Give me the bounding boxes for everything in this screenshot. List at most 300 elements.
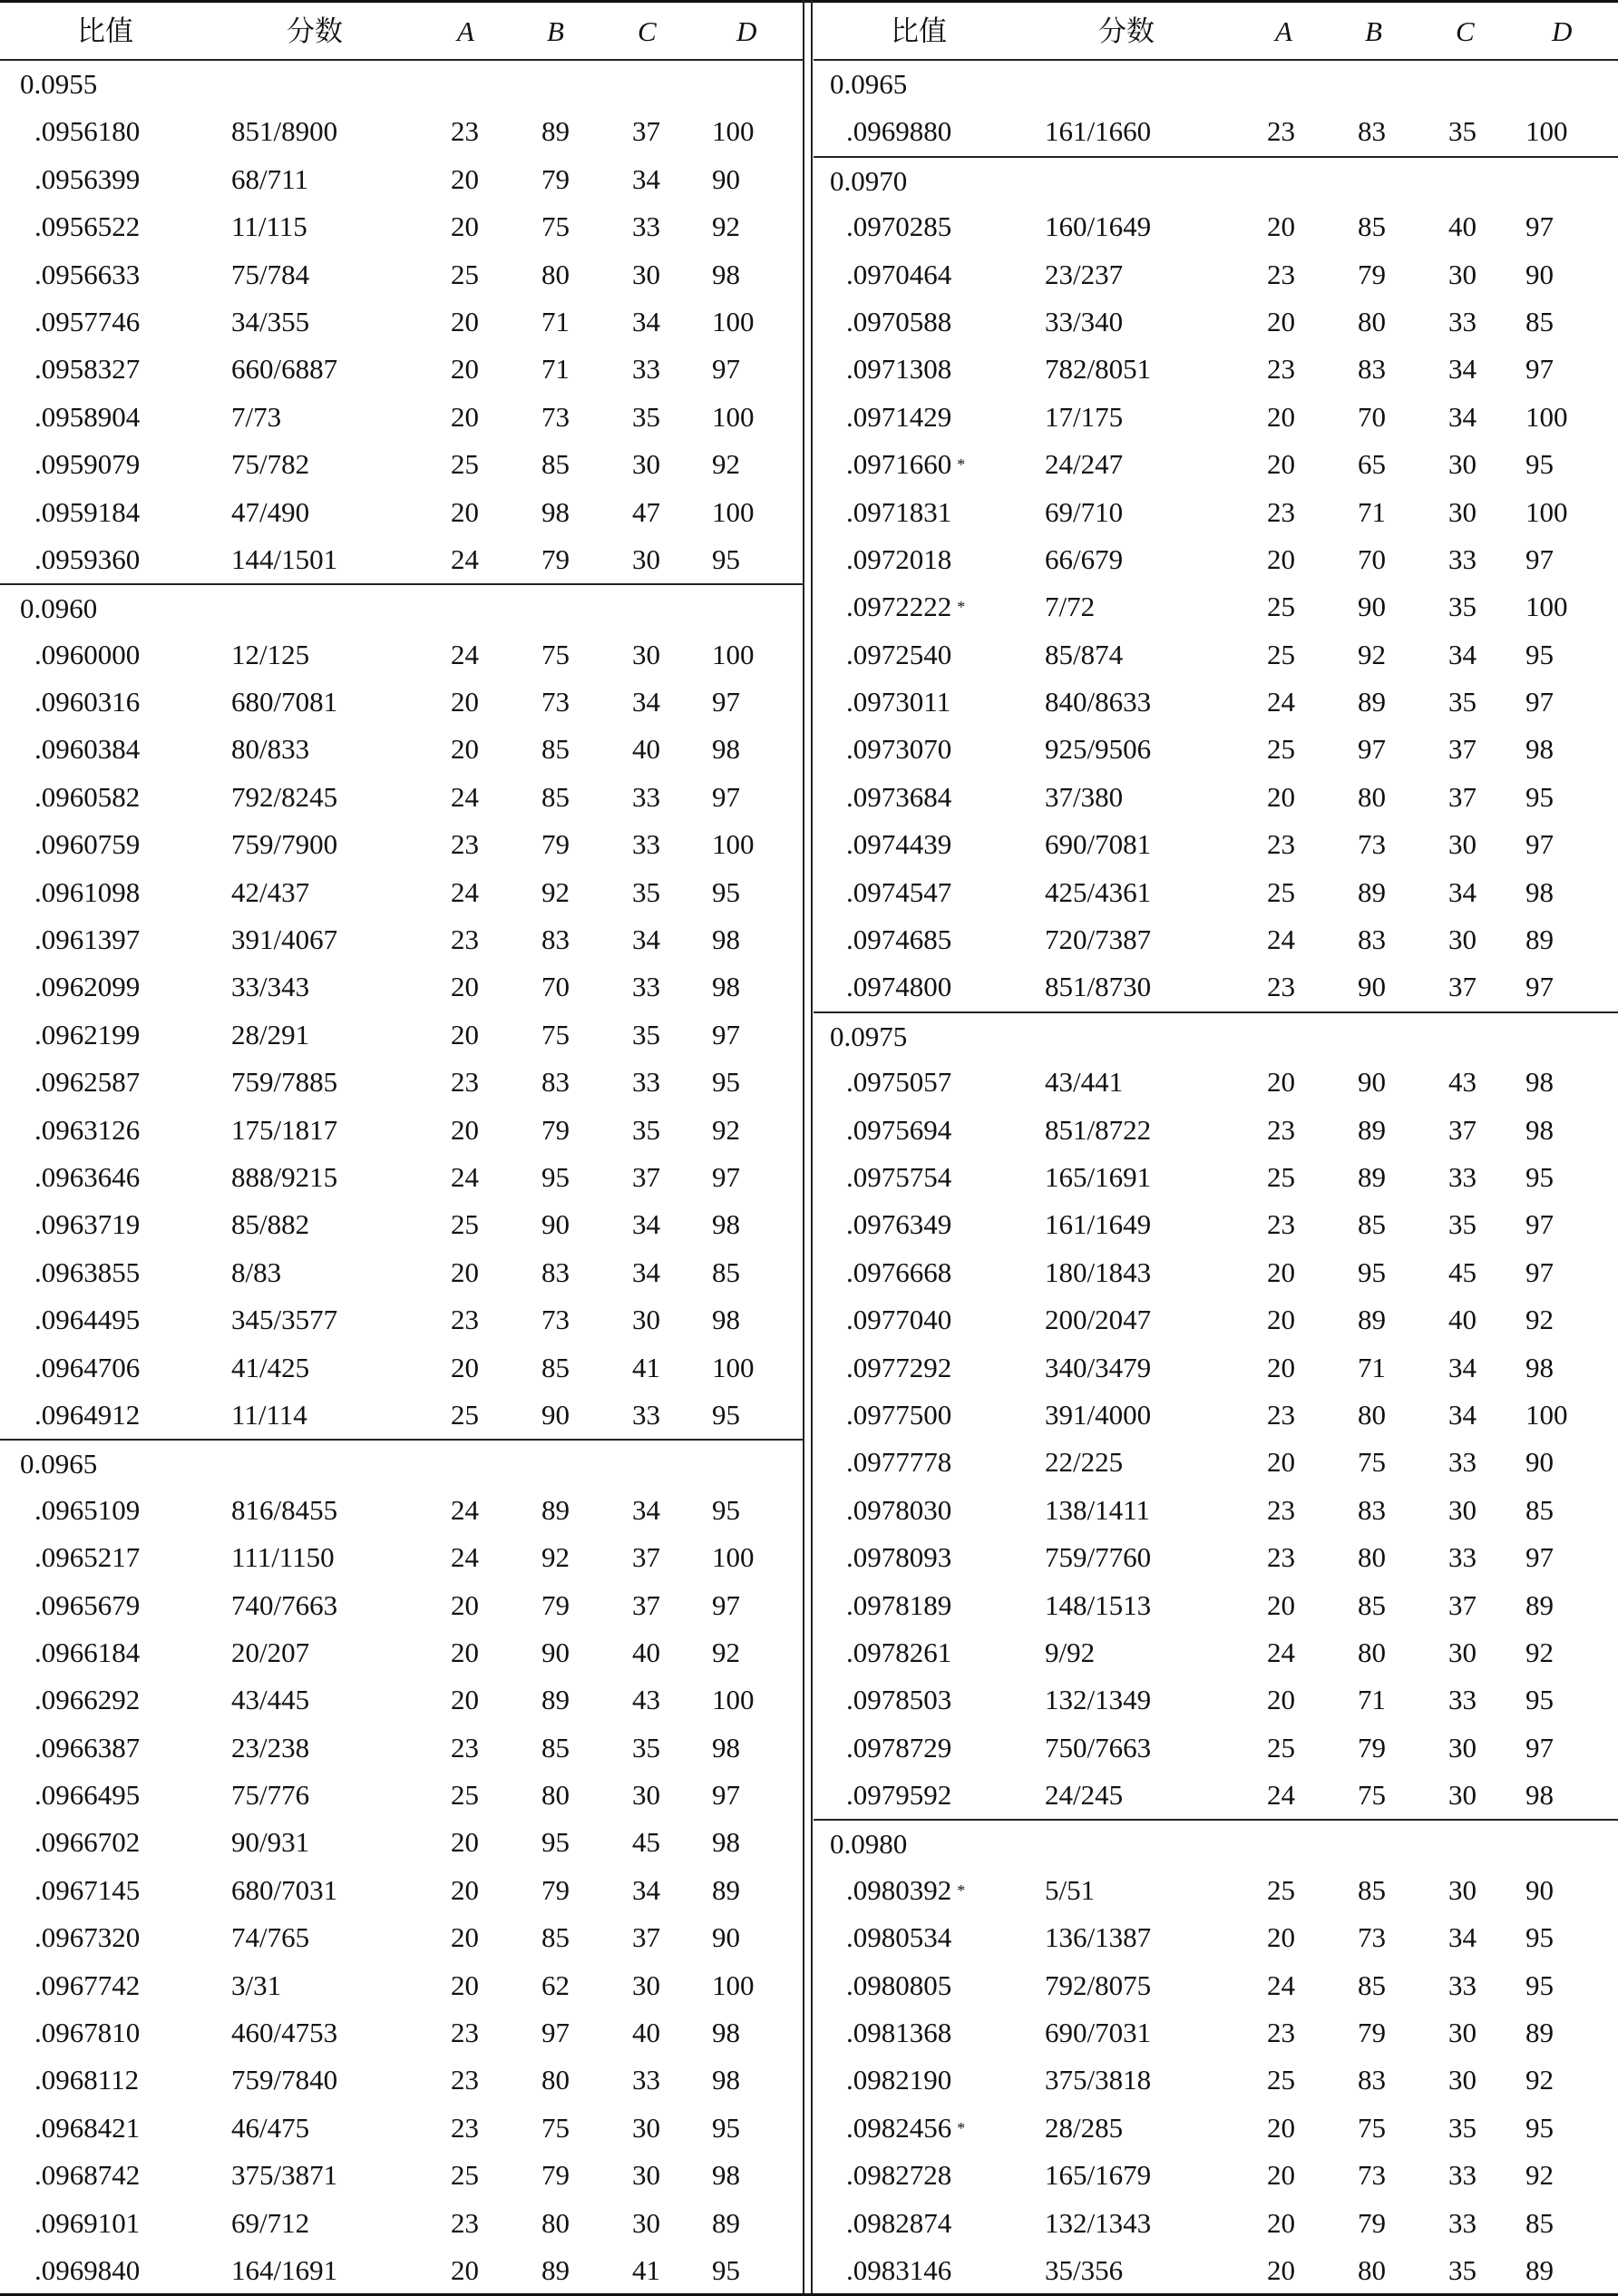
fraction-cell	[231, 631, 309, 679]
ratio-cell	[34, 203, 140, 250]
b-cell	[1358, 774, 1386, 821]
b-cell-text: 90	[1358, 971, 1386, 1003]
d-cell-text: 100	[1525, 1398, 1568, 1431]
ratio-cell-text: .0976668	[846, 1255, 952, 1288]
d-cell-text: 98	[1525, 1351, 1554, 1383]
c-cell-text: 40	[1448, 1304, 1477, 1336]
d-cell	[1525, 346, 1554, 393]
group-label: 0.0955	[20, 68, 98, 100]
ratio-cell	[34, 394, 140, 441]
b-cell	[1358, 298, 1386, 346]
a-cell	[1267, 1392, 1295, 1439]
b-cell	[541, 1154, 570, 1201]
fraction-cell-text: 759/7900	[231, 828, 338, 861]
ratio-cell-text: .0977778	[846, 1446, 952, 1479]
b-cell	[541, 2009, 570, 2057]
a-cell-text: 20	[451, 1588, 479, 1621]
b-cell-text: 79	[541, 162, 570, 195]
b-cell	[1358, 1439, 1386, 1486]
table-row	[814, 1772, 1618, 1819]
ratio-cell-text: .0975754	[846, 1160, 952, 1193]
ratio-cell-text: .0977040	[846, 1304, 952, 1336]
b-cell-text: 73	[1358, 828, 1386, 861]
a-cell-text: 23	[451, 2064, 479, 2096]
c-cell	[1448, 536, 1477, 583]
table-row	[0, 1059, 804, 1106]
ratio-cell	[846, 2105, 966, 2152]
d-cell	[712, 2200, 740, 2247]
b-cell-text: 89	[1358, 1113, 1386, 1146]
table-row	[814, 1487, 1618, 1534]
b-cell-text: 73	[1358, 1921, 1386, 1954]
d-cell-text: 98	[1525, 1066, 1554, 1099]
a-cell-text: 20	[451, 1255, 479, 1288]
ratio-cell-text: .0960582	[34, 780, 141, 813]
ratio-cell	[846, 1582, 951, 1629]
c-cell-text: 45	[632, 1826, 660, 1859]
b-cell-text: 73	[541, 400, 570, 433]
d-cell-text: 97	[1525, 353, 1554, 386]
c-cell-text: 40	[1448, 210, 1477, 243]
table-row	[0, 441, 804, 488]
fraction-cell-text: 425/4361	[1045, 875, 1152, 908]
d-cell-text: 98	[1525, 875, 1554, 908]
a-cell-text: 20	[1267, 448, 1295, 481]
b-cell-text: 79	[1358, 1731, 1386, 1764]
d-cell	[712, 1629, 740, 1676]
table-body	[814, 61, 1618, 2294]
ratio-cell-text: .0968421	[34, 2111, 141, 2144]
fraction-cell	[1045, 726, 1151, 773]
b-cell-text: 83	[541, 1255, 570, 1288]
b-cell-text: 89	[541, 2253, 570, 2286]
table-header	[814, 3, 1618, 61]
c-cell	[632, 346, 660, 393]
ratio-cell-text: .0971831	[846, 495, 952, 528]
b-cell-text: 85	[1358, 1873, 1386, 1906]
b-cell	[541, 821, 570, 868]
b-cell-text: 89	[1358, 1304, 1386, 1336]
c-cell	[1448, 2105, 1477, 2152]
ratio-cell	[846, 346, 951, 393]
ratio-cell-text: .0980392	[846, 1873, 952, 1906]
a-cell	[451, 916, 479, 963]
b-cell-text: 70	[1358, 542, 1386, 575]
d-cell	[1525, 583, 1568, 630]
ratio-cell	[846, 1439, 951, 1486]
a-cell-text: 24	[451, 1493, 479, 1526]
fraction-cell	[1045, 2152, 1151, 2199]
b-cell-text: 95	[1358, 1255, 1386, 1288]
c-cell-text: 30	[632, 542, 660, 575]
b-cell	[1358, 726, 1386, 773]
table-row	[814, 346, 1618, 393]
fraction-cell	[231, 156, 308, 203]
c-cell	[632, 2009, 660, 2057]
fraction-cell	[231, 203, 307, 250]
ratio-cell	[34, 441, 140, 488]
d-cell-text: 98	[712, 923, 740, 956]
ratio-cell-text: .0974439	[846, 828, 952, 861]
d-cell	[1525, 1867, 1554, 1914]
c-cell	[1448, 1296, 1477, 1343]
b-cell-text: 80	[541, 1779, 570, 1812]
table-row	[814, 2105, 1618, 2152]
c-cell	[632, 679, 660, 726]
b-cell-text: 83	[541, 923, 570, 956]
c-cell-text: 30	[1448, 495, 1477, 528]
b-cell-text: 90	[541, 1398, 570, 1431]
a-cell	[451, 2009, 479, 2057]
ratio-cell	[846, 963, 951, 1011]
d-cell	[712, 1819, 740, 1866]
b-cell-text: 89	[1358, 1160, 1386, 1193]
ratio-cell	[846, 203, 951, 250]
ratio-cell	[846, 1487, 951, 1534]
d-cell	[1525, 1439, 1554, 1486]
d-cell	[1525, 1487, 1554, 1534]
footnote-mark: *	[957, 2118, 966, 2137]
fraction-cell-text: 180/1843	[1045, 1255, 1152, 1288]
c-cell-text: 34	[632, 162, 660, 195]
a-cell-text: 23	[1267, 2017, 1295, 2049]
d-cell-text: 98	[712, 1826, 740, 1859]
ratio-cell	[846, 679, 950, 726]
ratio-cell-text: .0956633	[34, 258, 141, 290]
fraction-cell	[1045, 2200, 1151, 2247]
c-cell	[1448, 2152, 1477, 2199]
a-cell-text: 23	[451, 115, 479, 148]
a-cell-text: 20	[1267, 1921, 1295, 1954]
ratio-cell-text: .0962199	[34, 1018, 141, 1050]
ratio-cell-text: .0962587	[34, 1066, 141, 1099]
c-cell-text: 33	[632, 1066, 660, 1099]
b-cell	[1358, 963, 1386, 1011]
table-row	[814, 1249, 1618, 1296]
d-cell-text: 98	[712, 2064, 740, 2096]
b-cell	[541, 1914, 570, 1961]
ratio-cell-text: .0982728	[846, 2159, 952, 2192]
fraction-cell	[231, 108, 337, 155]
a-cell	[1267, 2200, 1295, 2247]
fraction-cell-text: 111/1150	[231, 1541, 335, 1574]
fraction-cell-text: 23/238	[231, 1731, 310, 1764]
ratio-cell	[846, 631, 951, 679]
fraction-cell-text: 759/7840	[231, 2064, 338, 2096]
fraction-cell-text: 42/437	[231, 875, 310, 908]
a-cell	[451, 1819, 479, 1866]
d-cell-text: 98	[712, 971, 740, 1003]
a-cell-text: 25	[1267, 591, 1295, 623]
c-cell-text: 34	[632, 1873, 660, 1906]
b-cell	[1358, 1059, 1386, 1106]
c-cell	[1448, 2247, 1477, 2294]
c-cell	[1448, 251, 1477, 298]
b-cell	[541, 2200, 570, 2247]
ratio-cell-text: .0959360	[34, 542, 141, 575]
fraction-cell-text: 840/8633	[1045, 686, 1152, 718]
b-cell-text: 75	[541, 2111, 570, 2144]
a-cell-text: 20	[1267, 1588, 1295, 1621]
b-cell-text: 85	[541, 448, 570, 481]
b-cell-text: 75	[1358, 1779, 1386, 1812]
c-cell-text: 34	[632, 923, 660, 956]
b-cell-text: 90	[541, 1636, 570, 1668]
table-row	[814, 1962, 1618, 2009]
fraction-cell-text: 11/114	[231, 1398, 307, 1431]
d-cell-text: 95	[712, 1398, 740, 1431]
d-cell-text: 97	[1525, 1541, 1554, 1574]
d-cell	[1525, 1914, 1554, 1961]
d-cell-text: 92	[1525, 2064, 1554, 2096]
d-cell-text: 100	[712, 305, 755, 337]
c-cell-text: 40	[632, 733, 660, 766]
a-cell	[451, 346, 479, 393]
ratio-cell-text: .0973684	[846, 780, 952, 813]
ratio-cell-text: .0972222	[846, 591, 952, 623]
b-cell	[1358, 1582, 1386, 1629]
a-cell-text: 20	[1267, 1351, 1295, 1383]
c-cell-text: 33	[1448, 1160, 1477, 1193]
fraction-cell-text: 37/380	[1045, 780, 1124, 813]
b-cell	[1358, 821, 1386, 868]
a-cell	[1267, 298, 1295, 346]
b-cell-text: 79	[541, 1113, 570, 1146]
table-row	[0, 1914, 804, 1961]
ratio-cell-text: .0974547	[846, 875, 952, 908]
a-cell-text: 25	[451, 1208, 479, 1241]
b-cell	[1358, 1344, 1386, 1392]
fraction-cell	[1045, 679, 1151, 726]
table-row	[0, 489, 804, 536]
table-row	[814, 536, 1618, 583]
fraction-cell-text: 12/125	[231, 638, 310, 670]
a-cell-text: 20	[1267, 305, 1295, 337]
fraction-cell-text: 720/7387	[1045, 923, 1152, 956]
d-cell	[712, 1534, 755, 1581]
d-cell-text: 100	[1525, 591, 1568, 623]
table-body	[0, 61, 804, 2294]
b-cell-text: 90	[1358, 591, 1386, 623]
a-cell	[451, 2152, 479, 2199]
fraction-cell	[1045, 631, 1123, 679]
b-cell-text: 80	[1358, 780, 1386, 813]
d-cell-text: 100	[712, 1351, 755, 1383]
a-cell	[1267, 108, 1295, 155]
c-cell	[1448, 1724, 1477, 1772]
fraction-cell	[231, 963, 309, 1011]
c-cell-text: 35	[1448, 1208, 1477, 1241]
fraction-cell	[231, 1249, 281, 1296]
a-cell-text: 23	[1267, 258, 1295, 290]
b-cell-text: 80	[541, 258, 570, 290]
a-cell	[1267, 1439, 1295, 1486]
d-cell	[712, 774, 740, 821]
table-row	[814, 298, 1618, 346]
fraction-cell	[231, 1296, 337, 1343]
c-cell	[632, 726, 660, 773]
group-label-row	[814, 156, 1618, 203]
a-cell	[451, 1867, 479, 1914]
c-cell	[1448, 631, 1477, 679]
a-cell-text: 25	[451, 1779, 479, 1812]
c-cell-text: 34	[1448, 353, 1477, 386]
c-cell-text: 34	[1448, 1351, 1477, 1383]
ratio-cell	[34, 631, 140, 679]
a-cell	[1267, 536, 1295, 583]
c-cell-text: 34	[632, 686, 660, 718]
b-cell-text: 62	[541, 1969, 570, 2001]
c-cell	[632, 1819, 660, 1866]
ratio-cell	[34, 1249, 140, 1296]
table-row	[814, 1154, 1618, 1201]
fraction-cell-text: 20/207	[231, 1636, 310, 1668]
c-cell	[632, 2105, 660, 2152]
fraction-cell-text: 680/7031	[231, 1873, 338, 1906]
a-cell-text: 23	[1267, 495, 1295, 528]
a-cell	[1267, 821, 1295, 868]
right-panel	[814, 3, 1618, 2294]
ratio-cell-text: .0966702	[34, 1826, 141, 1859]
ratio-cell	[846, 583, 966, 630]
table-row	[0, 1867, 804, 1914]
a-cell	[1267, 1914, 1295, 1961]
d-cell	[712, 251, 740, 298]
c-cell-text: 30	[1448, 1636, 1477, 1668]
c-cell	[632, 1962, 660, 2009]
c-cell-text: 40	[632, 2017, 660, 2049]
d-cell	[712, 1154, 740, 1201]
fraction-cell-text: 80/833	[231, 733, 310, 766]
table-row	[0, 1392, 804, 1439]
c-cell-text: 35	[1448, 686, 1477, 718]
d-cell	[1525, 963, 1554, 1011]
fraction-cell	[231, 1867, 337, 1914]
fraction-cell	[1045, 489, 1123, 536]
c-cell	[632, 441, 660, 488]
a-cell-text: 23	[1267, 1113, 1295, 1146]
b-cell	[541, 156, 570, 203]
b-cell-text: 85	[541, 780, 570, 813]
a-cell	[451, 1154, 479, 1201]
ratio-cell-text: .0964495	[34, 1304, 141, 1336]
c-cell-text: 30	[1448, 1493, 1477, 1526]
c-cell-text: 30	[632, 448, 660, 481]
fraction-cell	[1045, 441, 1123, 488]
a-cell	[1267, 394, 1295, 441]
group-label: 0.0970	[830, 164, 908, 197]
fraction-cell-text: 750/7663	[1045, 1731, 1152, 1764]
d-cell	[712, 394, 755, 441]
b-cell	[541, 108, 570, 155]
c-cell-text: 40	[632, 1636, 660, 1668]
header-b: B	[547, 15, 564, 47]
b-cell	[1358, 1629, 1386, 1676]
a-cell-text: 25	[1267, 638, 1295, 670]
a-cell	[451, 679, 479, 726]
ratio-cell	[846, 1772, 951, 1819]
fraction-cell	[231, 1819, 309, 1866]
table-row	[814, 963, 1618, 1011]
table-row	[814, 821, 1618, 868]
ratio-cell-text: .0972540	[846, 638, 952, 670]
c-cell-text: 30	[1448, 258, 1477, 290]
c-cell	[632, 1011, 660, 1059]
d-cell	[1525, 1534, 1554, 1581]
b-cell-text: 80	[541, 2064, 570, 2096]
d-cell-text: 90	[1525, 258, 1554, 290]
b-cell-text: 80	[1358, 1541, 1386, 1574]
a-cell	[451, 2105, 479, 2152]
b-cell-text: 85	[541, 1921, 570, 1954]
c-cell	[632, 2057, 660, 2104]
a-cell	[451, 394, 479, 441]
b-cell-text: 73	[541, 1304, 570, 1336]
fraction-cell-text: 33/343	[231, 971, 310, 1003]
fraction-cell-text: 3/31	[231, 1969, 282, 2001]
d-cell-text: 100	[712, 495, 755, 528]
b-cell	[541, 679, 570, 726]
c-cell-text: 30	[1448, 1873, 1477, 1906]
fraction-cell	[1045, 1059, 1123, 1106]
b-cell	[541, 726, 570, 773]
ratio-cell	[34, 1296, 140, 1343]
d-cell-text: 97	[1525, 828, 1554, 861]
table-row	[814, 1392, 1618, 1439]
b-cell-text: 79	[1358, 2206, 1386, 2239]
table-row	[0, 536, 804, 583]
c-cell-text: 33	[1448, 2159, 1477, 2192]
c-cell-text: 34	[1448, 1398, 1477, 1431]
c-cell	[1448, 1914, 1477, 1961]
fraction-cell-text: 22/225	[1045, 1446, 1124, 1479]
center-divider-line-2	[811, 0, 813, 2296]
fraction-cell	[231, 2152, 337, 2199]
ratio-cell-text: .0978729	[846, 1731, 952, 1764]
a-cell-text: 20	[1267, 1446, 1295, 1479]
d-cell-text: 90	[712, 1921, 740, 1954]
ratio-cell	[34, 2105, 140, 2152]
c-cell	[632, 1724, 660, 1772]
d-cell-text: 89	[1525, 1588, 1554, 1621]
d-cell-text: 97	[712, 1160, 740, 1193]
d-cell	[712, 821, 755, 868]
ratio-cell	[846, 1962, 951, 2009]
a-cell-text: 20	[451, 686, 479, 718]
d-cell	[1525, 821, 1554, 868]
fraction-cell-text: 28/285	[1045, 2111, 1124, 2144]
b-cell-text: 79	[541, 1873, 570, 1906]
d-cell-text: 95	[1525, 780, 1554, 813]
d-cell	[712, 203, 740, 250]
b-cell	[541, 963, 570, 1011]
b-cell	[541, 869, 570, 916]
b-cell	[541, 774, 570, 821]
b-cell	[541, 1676, 570, 1724]
ratio-cell	[34, 774, 140, 821]
ratio-cell	[846, 2247, 951, 2294]
d-cell-text: 97	[712, 1018, 740, 1050]
d-cell-text: 95	[712, 2111, 740, 2144]
d-cell	[1525, 489, 1568, 536]
a-cell-text: 20	[451, 1921, 479, 1954]
fraction-cell	[1045, 346, 1151, 393]
fraction-cell-text: 680/7081	[231, 686, 338, 718]
ratio-cell	[34, 2200, 140, 2247]
a-cell-text: 20	[451, 1351, 479, 1383]
ratio-cell-text: .0965109	[34, 1493, 141, 1526]
fraction-cell-text: 74/765	[231, 1921, 310, 1954]
